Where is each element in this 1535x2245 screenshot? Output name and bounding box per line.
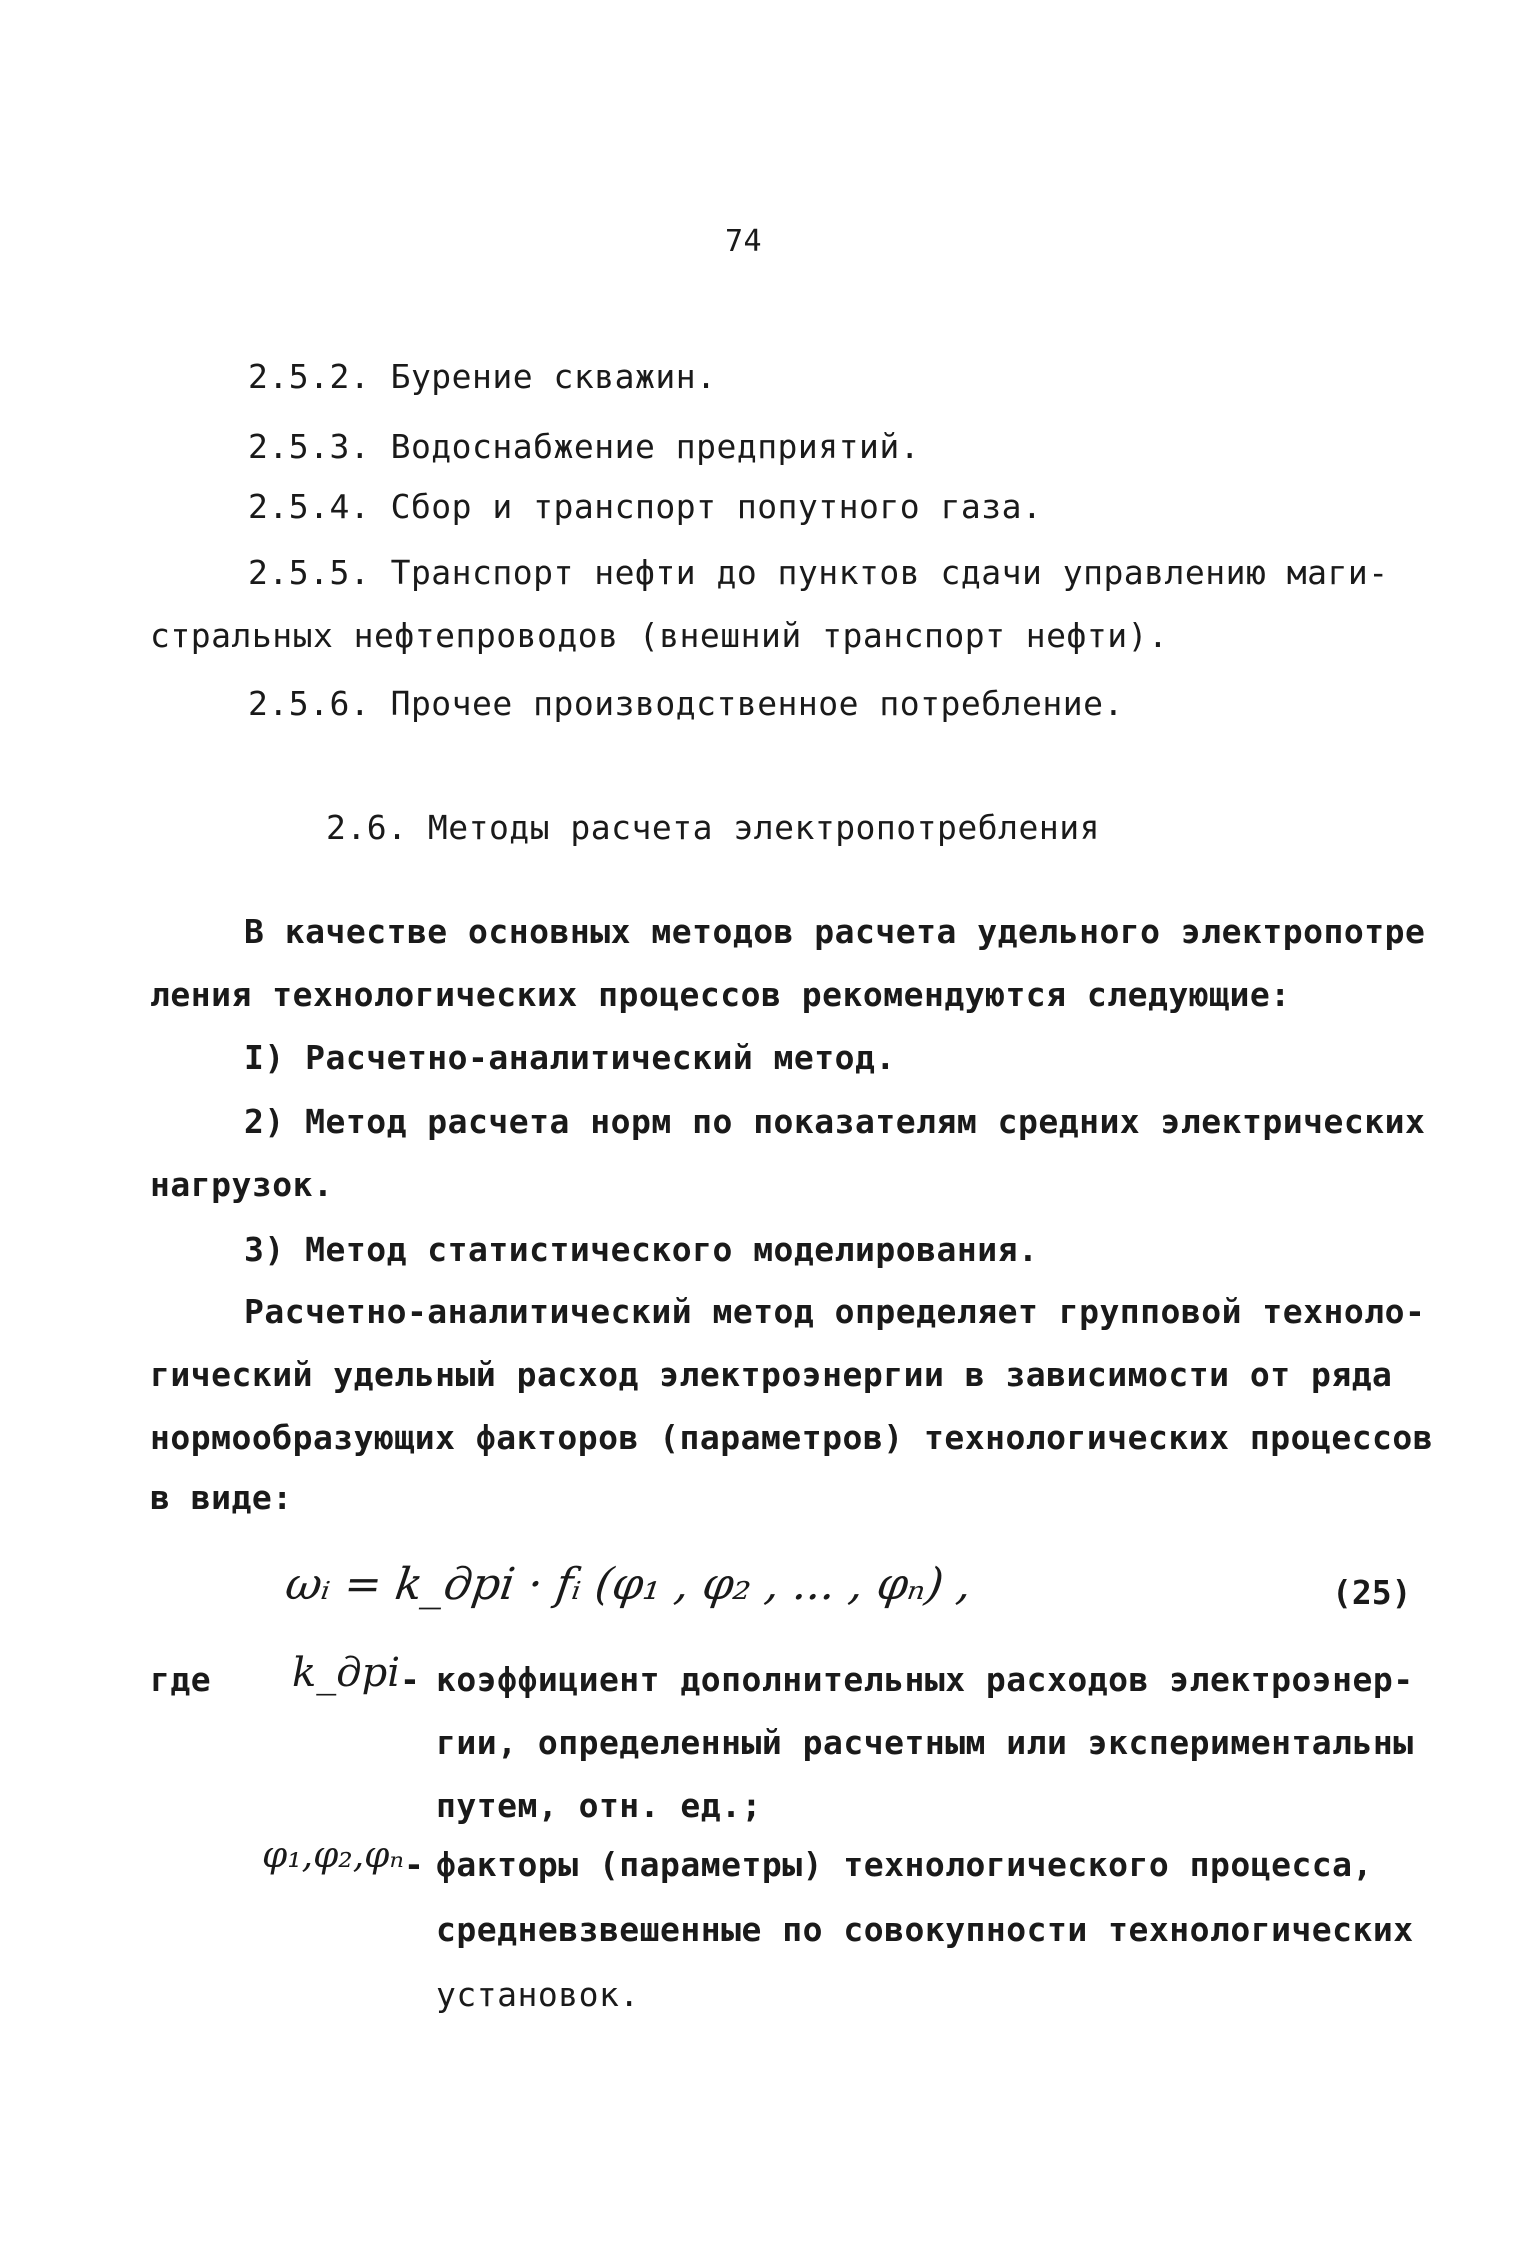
list-item: 2.5.6. Прочее производственное потребление.	[248, 684, 1124, 723]
where-label: где	[150, 1660, 212, 1699]
definition-dash: -	[400, 1660, 421, 1699]
formula: ωᵢ = k_дрi · fᵢ (φ₁ , φ₂ , ... , φₙ) ,	[282, 1559, 975, 1610]
definition-line: факторы (параметры) технологического процесса,	[436, 1845, 1373, 1884]
definition-line: установок.	[436, 1975, 640, 2014]
list-item: 2.5.3. Водоснабжение предприятий.	[248, 427, 921, 466]
section-heading: 2.6. Методы расчета электропотребления	[326, 808, 1100, 847]
list-item: 2.5.2. Бурение скважин.	[248, 357, 717, 396]
list-item: 2.5.5. Транспорт нефти до пунктов сдачи управлению маги-	[248, 553, 1389, 592]
paragraph-line: ления технологических процессов рекомендуются следующие:	[150, 975, 1291, 1014]
list-item-continuation: стральных нефтепроводов (внешний транспорт нефти).	[150, 616, 1169, 655]
definition-dash: -	[404, 1845, 425, 1884]
method-item: 2) Метод расчета норм по показателям средних электрических	[244, 1102, 1426, 1141]
paragraph-line: в виде:	[150, 1478, 293, 1517]
method-item: I) Расчетно-аналитический метод.	[244, 1038, 896, 1077]
definition-line: коэффициент дополнительных расходов электроэнер-	[436, 1660, 1414, 1699]
list-item: 2.5.4. Сбор и транспорт попутного газа.	[248, 487, 1043, 526]
paragraph-line: Расчетно-аналитический метод определяет групповой техноло-	[244, 1292, 1426, 1331]
method-item: 3) Метод статистического моделирования.	[244, 1230, 1039, 1269]
method-item-continuation: нагрузок.	[150, 1165, 334, 1204]
paragraph-line: В качестве основных методов расчета удельного электропотре	[244, 912, 1426, 951]
definition-symbol: k_дрi	[292, 1650, 400, 1696]
paragraph-line: гический удельный расход электроэнергии в зависимости от ряда	[150, 1355, 1393, 1394]
page-number: 74	[725, 224, 763, 259]
definition-line: гии, определенный расчетным или экспериментальны	[436, 1723, 1414, 1762]
definition-symbol: φ₁,φ₂,φₙ	[262, 1835, 404, 1876]
equation-number: (25)	[1332, 1573, 1412, 1612]
definition-line: средневзвешенные по совокупности технологических	[436, 1910, 1414, 1949]
definition-line: путем, отн. ед.;	[436, 1786, 762, 1825]
paragraph-line: нормообразующих факторов (параметров) технологических процессов	[150, 1418, 1434, 1457]
